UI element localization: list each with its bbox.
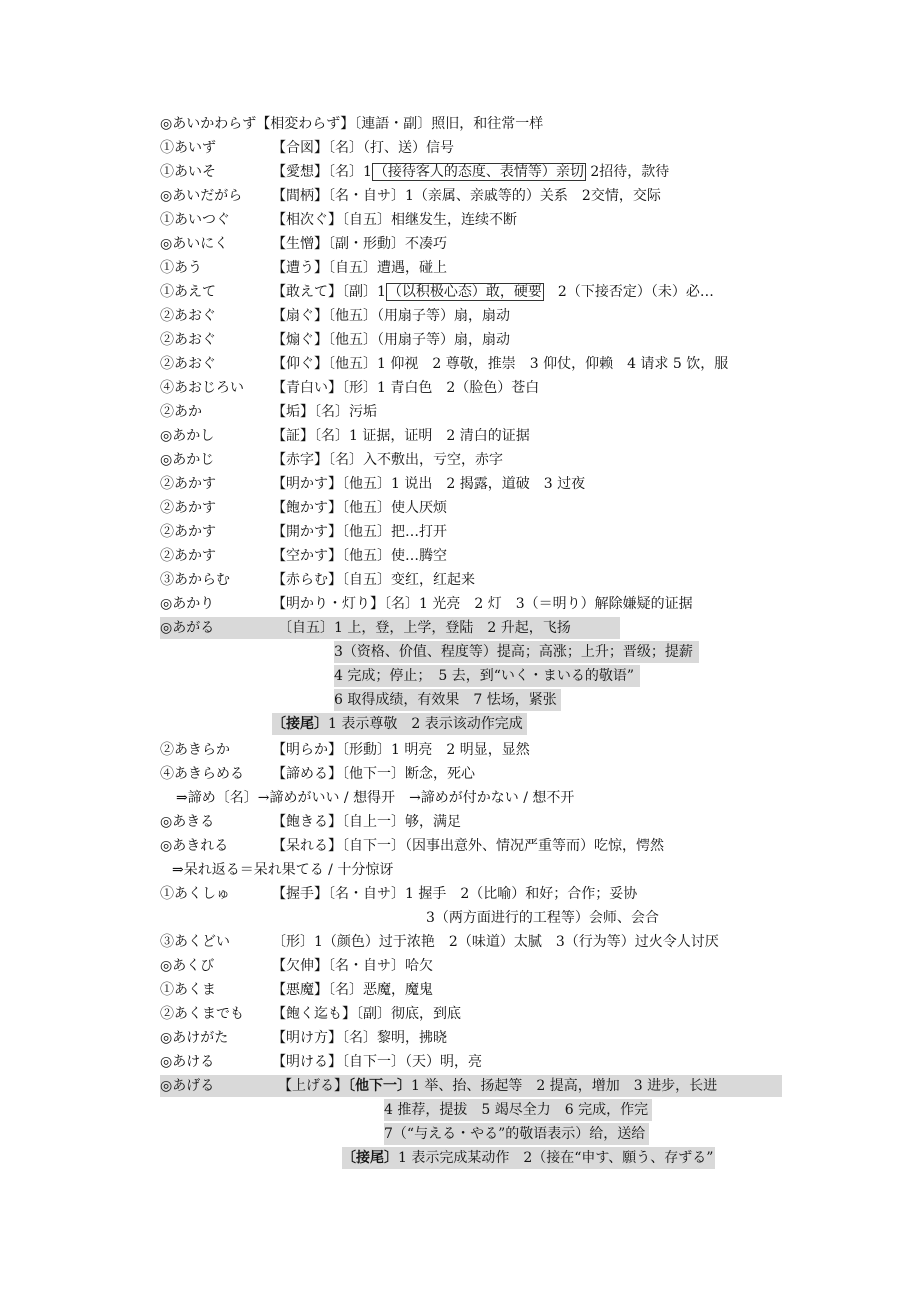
headword: ◎あかし [160,428,215,444]
kanji: 【上げる】 [278,1078,348,1094]
definition: 【明け方】〔名〕黎明，拂晓 [272,1030,447,1046]
entry-aidagara [160,185,780,207]
headword: ③あくどい [160,934,230,950]
headword: ②あくまでも [160,1006,244,1022]
definition: 【扇ぐ】〔他五〕（用扇子等）扇，扇动 [272,308,510,324]
definition-rest: 2招待，款待 [585,164,670,180]
suffix-tag: 〔接尾〕 [342,1150,398,1166]
headword: ◎あがる [160,620,215,636]
entry-akiru [160,811,780,833]
entry-akari [160,593,780,615]
definition: 【煽ぐ】〔他五〕（用扇子等）扇，扇动 [272,332,510,348]
definition: 【遭う】〔自五〕遭遇，碰上 [272,260,447,276]
entry-akasu-4 [160,545,780,567]
headword: ◎あきる [160,814,215,830]
entry-aojiroi [160,377,780,399]
definition: 【諦める】〔他下一〕断念，死心 [272,766,475,782]
definition: 【間柄】〔名・自サ〕1（亲属、亲戚等的）关系 2交情，交际 [272,188,661,204]
entry-ageru-sense-4: 4 推荐，提拔 5 竭尽全力 6 完成，作完 [384,1099,652,1121]
headword: ◎あける [160,1054,215,1070]
entry-akaramu [160,569,780,591]
definition: 【赤らむ】〔自五〕变红，红起来 [272,572,475,588]
definition: 【明かす】〔他五〕1 说出 2 揭露，道破 3 过夜 [272,476,586,492]
definition: 〔自五〕1 上，登，上学，登陆 2 升起，飞扬 [278,620,571,636]
entry-agaru-sense-3: 3（资格、价值、程度等）提高；高涨；上升；晋级；提薪 [334,641,699,663]
headword: ②あおぐ [160,308,216,324]
definition-start: 【愛想】〔名〕1 [272,164,372,180]
headword: ◎あげる [160,1078,215,1094]
definition-rest: 2（下接否定）（未）必… [543,284,714,300]
headword: ◎あけがた [160,1030,229,1046]
entry-akushu-sense-3: 3（两方面进行的工程等）会师、会合 [426,910,659,926]
entry-aogu-3 [160,353,780,375]
boxed-sense: （以积极心态）敢，硬要 [387,284,542,300]
entry-akireru [160,835,780,857]
headword: ◎あいだがら [160,188,243,204]
entry-akushu [160,883,780,905]
definition: 【赤字】〔名〕入不敷出，亏空，赤字 [272,452,503,468]
entry-agaru-sense-4: 4 完成；停止； 5 去，到“いく・まいる的敬语” [334,665,640,687]
definition: 【空かす】〔他五〕使…腾空 [272,548,447,564]
entry-aogu-2 [160,329,780,351]
boxed-sense: （接待客人的态度、表情等）亲切 [373,164,584,180]
headword: ①あう [160,260,202,276]
headword: ①あいず [160,140,216,156]
definition: 〔形〕1（颜色）过于浓艳 2（味道）太腻 3（行为等）过火令人讨厌 [272,934,719,950]
headword: ③あからむ [160,572,230,588]
entry-au [160,257,780,279]
entry-ageru [160,1075,782,1097]
headword: ②あかす [160,500,216,516]
definition [272,281,714,303]
definition: 【欠伸】〔名・自サ〕哈欠 [272,958,433,974]
headword: ②あかす [160,476,216,492]
entry-akirameru-note: ⇒諦め〔名〕→諦めがいい / 想得开 →諦めが付かない / 想不开 [176,790,575,806]
entry-agaru-suffix [272,713,527,735]
definition: 【合図】〔名〕（打、送）信号 [272,140,454,156]
entry-akireru-note: ⇒呆れ返る＝呆れ果てる / 十分惊讶 [172,862,394,878]
definition: 【仰ぐ】〔他五〕1 仰视 2 尊敬，推崇 3 仰仗，仰赖 4 请求 5 饮，服 [272,356,729,372]
definition: 【飽く迄も】〔副〕彻底，到底 [272,1006,461,1022]
definition: 【青白い】〔形〕1 青白色 2（脸色）苍白 [272,380,540,396]
headword: ◎あくび [160,958,215,974]
definition: 【飽きる】〔自上一〕够，满足 [272,814,461,830]
headword: ④あきらめる [160,766,244,782]
entry-aogu-1 [160,305,780,327]
entry-aiso [160,161,780,183]
entry-akumademo [160,1003,780,1025]
entry-aitsugu [160,209,780,231]
definition: 【明かり・灯り】〔名〕1 光亮 2 灯 3（＝明り）解除嫌疑的证据 [272,596,693,612]
definition: 【飽かす】〔他五〕使人厌烦 [272,500,447,516]
entry-akirameru [160,763,780,785]
part-of-speech: 〔他下一〕 [348,1078,411,1094]
entry-akasu-1 [160,473,780,495]
definition: 【開かす】〔他五〕把…打开 [272,524,447,540]
entry-akaji [160,449,780,471]
suffix-tag: 〔接尾〕 [272,716,328,732]
headword: ②あか [160,404,202,420]
headword: ②あおぐ [160,356,216,372]
headword: ①あくま [160,982,216,998]
definition: 【明らか】〔形動〕1 明亮 2 明显，显然 [272,742,530,758]
headword: ◎あかり [160,596,215,612]
entry-agaru-sense-6: 6 取得成绩，有效果 7 怯场，紧张 [334,689,561,711]
definition [278,1075,717,1097]
headword: ②あかす [160,524,216,540]
definition: 【相変わらず】〔連語・副〕照旧，和往常一样 [256,116,544,132]
definition: 【生憎】〔副・形動〕不凑巧 [272,236,447,252]
headword: ①あいつぐ [160,212,230,228]
definition [272,161,669,183]
entry-agaru [160,617,620,639]
headword: ②あかす [160,548,216,564]
entry-akiraka [160,739,780,761]
headword: ◎あきれる [160,838,229,854]
entry-akasu-3 [160,521,780,543]
entry-akasu-2 [160,497,780,519]
headword: ◎あいかわらず [160,116,257,132]
entry-akashi [160,425,780,447]
definition: 【相次ぐ】〔自五〕相继发生，连续不断 [272,212,517,228]
entry-akudoi [160,931,780,953]
entry-ageru-sense-7: 7（“与える・やる”的敬语表示）给，送给 [384,1123,649,1145]
entry-akeru [160,1051,780,1073]
headword: ②あおぐ [160,332,216,348]
entry-akuma [160,979,780,1001]
definition: 【証】〔名〕1 证据，证明 2 清白的证据 [272,428,530,444]
definition: 【呆れる】〔自下一〕（因事出意外、情况严重等而）吃惊，愕然 [272,838,664,854]
entry-aete [160,281,780,303]
entry-akubi [160,955,780,977]
definition: 【握手】〔名・自サ〕1 握手 2（比喻）和好；合作；妥协 [272,886,638,902]
headword: ②あきらか [160,742,230,758]
definition-start: 【敢えて】〔副〕1 [272,284,386,300]
definition: 【垢】〔名〕污垢 [272,404,377,420]
definition: 【明ける】〔自下一〕（天）明，亮 [272,1054,482,1070]
entry-aizu [160,137,780,159]
senses: 1 举、抬、扬起等 2 提高，增加 3 进步，长进 [411,1078,718,1094]
headword: ◎あいにく [160,236,229,252]
entry-ainiku [160,233,780,255]
headword: ①あくしゅ [160,886,230,902]
definition: 【悪魔】〔名〕恶魔，魔鬼 [272,982,433,998]
headword: ①あえて [160,284,216,300]
suffix-text: 1 表示尊敬 2 表示该动作完成 [328,716,523,732]
headword: ④あおじろい [160,380,244,396]
entry-aka [160,401,780,423]
entry-akegata [160,1027,780,1049]
entry-aikawarazu [160,113,543,135]
entry-ageru-suffix [342,1147,715,1169]
suffix-text: 1 表示完成某动作 2（接在“申す、願う、存ずる” [398,1150,714,1166]
headword: ①あいそ [160,164,216,180]
headword: ◎あかじ [160,452,215,468]
